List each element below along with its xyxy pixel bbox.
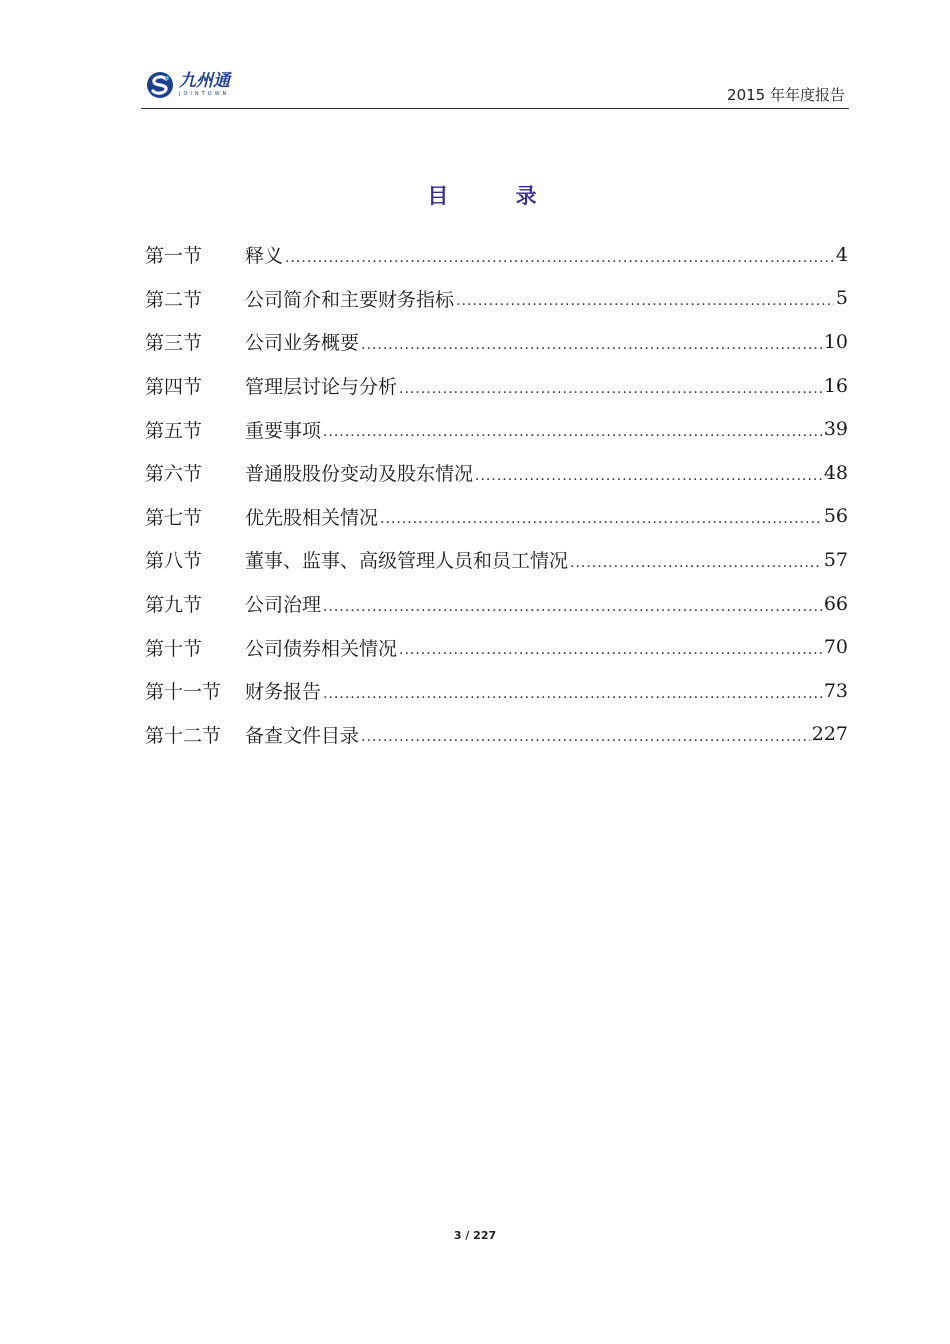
toc-entry-page: 56 xyxy=(823,505,848,528)
toc-dot-leader xyxy=(456,293,834,309)
toc-entry-number: 第九节 xyxy=(145,594,203,617)
table-of-contents xyxy=(145,233,848,756)
page-number: 3 / 227 xyxy=(453,1229,497,1242)
toc-entry[interactable] xyxy=(145,320,848,364)
toc-dot-leader xyxy=(399,381,822,397)
toc-entry-number: 第四节 xyxy=(145,376,203,399)
toc-entry-label: 释义 xyxy=(245,245,284,268)
toc-entry-page: 70 xyxy=(823,636,848,659)
toc-entry-label: 公司治理 xyxy=(245,594,322,617)
logo-text: 九州通 xyxy=(179,71,230,91)
toc-entry-label: 备查文件目录 xyxy=(245,724,360,747)
toc-entry[interactable] xyxy=(145,495,848,539)
toc-entry-page: 39 xyxy=(823,418,848,441)
toc-entry-page: 57 xyxy=(823,548,848,571)
toc-dot-leader xyxy=(285,250,834,266)
toc-entry[interactable] xyxy=(145,669,848,713)
toc-entry-page: 5 xyxy=(835,287,848,310)
toc-entry-number: 第六节 xyxy=(145,463,203,486)
toc-entry-label: 公司简介和主要财务指标 xyxy=(245,288,455,311)
toc-entry-page: 4 xyxy=(835,243,848,266)
toc-entry-page: 66 xyxy=(823,592,848,615)
toc-dot-leader xyxy=(323,599,822,615)
toc-entry[interactable] xyxy=(145,451,848,495)
toc-entry-label: 普通股股份变动及股东情况 xyxy=(245,463,474,486)
toc-entry-page: 227 xyxy=(811,723,848,746)
toc-entry-label: 公司业务概要 xyxy=(245,332,360,355)
toc-entry-page: 73 xyxy=(823,679,848,702)
toc-entry[interactable] xyxy=(145,582,848,626)
toc-entry-label: 公司债券相关情况 xyxy=(245,637,398,660)
toc-entry[interactable] xyxy=(145,407,848,451)
toc-entry[interactable] xyxy=(145,538,848,582)
toc-entry-number: 第十二节 xyxy=(145,724,222,747)
toc-entry-label: 管理层讨论与分析 xyxy=(245,376,398,399)
toc-entry[interactable] xyxy=(145,713,848,757)
toc-dot-leader xyxy=(399,642,822,658)
toc-entry-page: 48 xyxy=(823,461,848,484)
toc-entry-number: 第十一节 xyxy=(145,681,222,704)
toc-entry[interactable] xyxy=(145,277,848,321)
page-header xyxy=(141,60,849,109)
toc-dot-leader xyxy=(380,511,822,527)
toc-entry-page: 16 xyxy=(823,374,848,397)
toc-dot-leader xyxy=(323,686,822,702)
toc-title: 目 录 xyxy=(427,184,567,208)
report-title: 2015 年年度报告 xyxy=(727,86,845,104)
logo-subtext: JOINTOWN xyxy=(179,91,230,97)
toc-entry-label: 重要事项 xyxy=(245,419,322,442)
toc-dot-leader xyxy=(475,468,822,484)
toc-entry-label: 优先股相关情况 xyxy=(245,506,379,529)
toc-entry-label: 财务报告 xyxy=(245,681,322,704)
toc-entry-number: 第五节 xyxy=(145,419,203,442)
toc-dot-leader xyxy=(361,337,822,353)
toc-dot-leader xyxy=(323,424,822,440)
toc-entry-number: 第三节 xyxy=(145,332,203,355)
toc-entry-page: 10 xyxy=(823,330,848,353)
toc-entry[interactable] xyxy=(145,233,848,277)
toc-dot-leader xyxy=(361,729,810,745)
jointown-logo xyxy=(145,68,230,102)
toc-entry-number: 第一节 xyxy=(145,245,203,268)
toc-entry-label: 董事、监事、高级管理人员和员工情况 xyxy=(245,550,569,573)
toc-entry[interactable] xyxy=(145,364,848,408)
jointown-logo-icon xyxy=(145,70,175,100)
toc-dot-leader xyxy=(570,555,822,571)
toc-entry-number: 第八节 xyxy=(145,550,203,573)
toc-entry-number: 第七节 xyxy=(145,506,203,529)
toc-entry-number: 第二节 xyxy=(145,288,203,311)
toc-entry-number: 第十节 xyxy=(145,637,203,660)
toc-entry[interactable] xyxy=(145,625,848,669)
